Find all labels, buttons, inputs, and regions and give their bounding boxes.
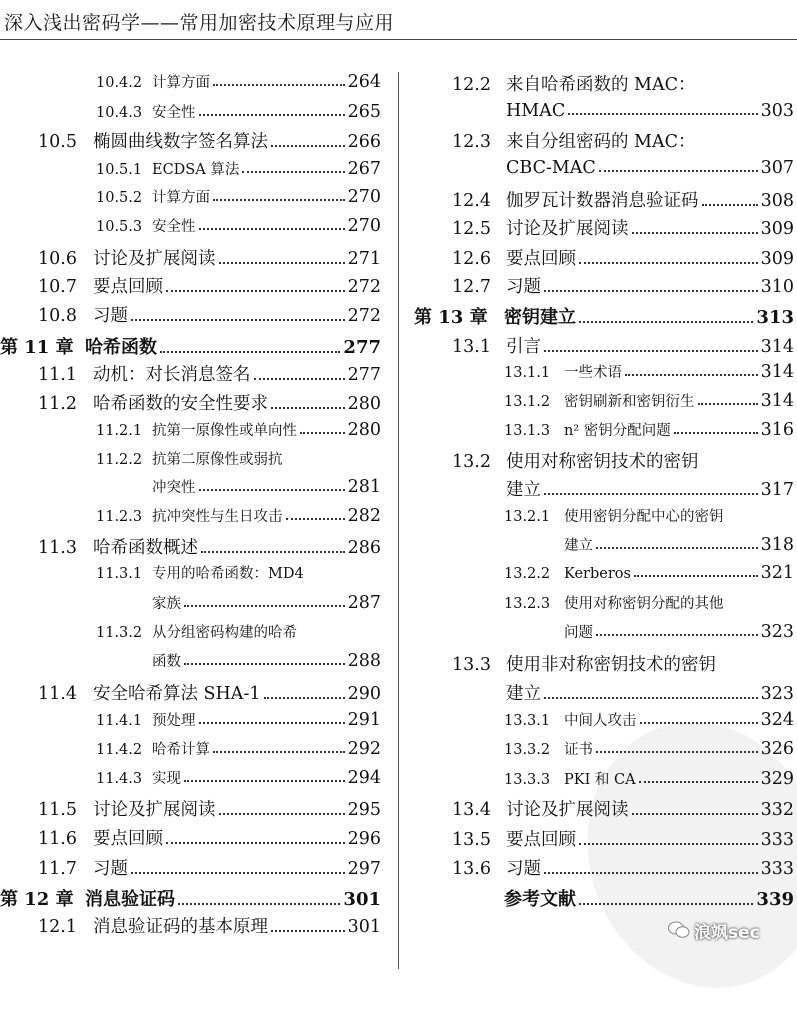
toc-entry (96, 505, 381, 526)
toc-entry (504, 709, 794, 730)
toc-entry-title: 使用对称密钥分配的其他 (564, 596, 724, 612)
toc-entry-page: 270 (347, 216, 381, 236)
toc-entry-number: 10.4.3 (96, 105, 143, 121)
toc-entry (504, 768, 794, 789)
toc-entry (38, 245, 381, 270)
toc-entry (38, 361, 381, 386)
toc-entry (452, 71, 794, 96)
toc-entry-title: 使用对称密钥技术的密钥 (506, 452, 699, 472)
toc-entry-page: 265 (347, 102, 381, 122)
toc-entry-number: 12.7 (452, 277, 491, 297)
toc-entry-number: 13.3.2 (504, 742, 551, 758)
dot-leader (184, 605, 345, 607)
toc-entry-page: 314 (760, 391, 794, 411)
toc-entry (504, 390, 794, 411)
toc-entry-page: 324 (760, 710, 794, 730)
toc-entry-number: 11.4.3 (96, 771, 143, 787)
dot-leader (544, 290, 758, 292)
toc-entry (96, 767, 381, 788)
toc-entry (96, 186, 381, 207)
toc-entry (96, 562, 381, 583)
toc-entry-title: 习题 (93, 859, 128, 879)
toc-entry-page: 314 (760, 337, 794, 357)
toc-entry-page: 309 (760, 219, 794, 239)
toc-entry-title: 动机：对长消息签名 (93, 365, 251, 385)
toc-entry (414, 885, 794, 911)
toc-entry-title: 建立 (506, 480, 541, 500)
dot-leader (674, 432, 758, 434)
toc-entry-number: 第 11 章 (0, 337, 74, 358)
toc-entry-page: 288 (347, 651, 381, 671)
toc-entry-title: 密钥建立 (504, 307, 576, 328)
toc-entry (564, 621, 794, 642)
toc-entry-number: 11.4 (38, 684, 77, 704)
toc-entry-number: 13.2 (452, 452, 491, 472)
toc-entry-number: 13.1.3 (504, 423, 551, 439)
toc-entry (504, 419, 794, 440)
dot-leader (634, 575, 758, 577)
dot-leader (213, 84, 345, 86)
toc-entry-page: 301 (347, 917, 381, 937)
toc-entry-title: 哈希函数 (85, 337, 157, 358)
toc-entry-page: 323 (760, 684, 794, 704)
toc-entry-title: 一些术语 (564, 365, 622, 381)
toc-entry-page: 333 (760, 830, 794, 850)
dot-leader (639, 781, 758, 783)
toc-entry-number: 10.5.1 (96, 162, 143, 178)
dot-leader (199, 489, 345, 491)
toc-entry-title: 安全性 (152, 219, 196, 235)
toc-entry (506, 476, 794, 501)
toc-entry-page: 309 (760, 249, 794, 269)
dot-leader (178, 903, 340, 905)
toc-entry-page: 270 (347, 187, 381, 207)
toc-entry-number: 第 13 章 (414, 307, 488, 328)
toc-entry-page: 264 (347, 72, 381, 92)
dot-leader (271, 407, 345, 409)
toc-entry-page: 267 (347, 159, 381, 179)
dot-leader (199, 722, 345, 724)
dot-leader (579, 903, 753, 905)
toc-entry-page: 310 (760, 277, 794, 297)
toc-entry-title: 建立 (564, 538, 593, 554)
toc-entry-title: 安全性 (152, 105, 196, 121)
toc-entry (452, 855, 794, 880)
toc-entry-page: 329 (760, 769, 794, 789)
toc-entry (452, 215, 794, 240)
toc-entry-title: ECDSA 算法 (152, 162, 240, 178)
toc-entry (452, 826, 794, 851)
toc-entry (96, 621, 381, 642)
toc-entry (504, 738, 794, 759)
toc-entry-page: 280 (347, 420, 381, 440)
toc-entry-number: 11.3.2 (96, 625, 143, 641)
toc-entry-title: 消息验证码 (85, 889, 175, 910)
dot-leader (219, 813, 345, 815)
toc-entry-title: 要点回顾 (93, 829, 163, 849)
toc-entry-page: 277 (347, 365, 381, 385)
toc-entry-title: 预处理 (152, 713, 196, 729)
toc-entry-page: 277 (343, 337, 381, 358)
toc-entry (38, 680, 381, 705)
toc-entry-page: 318 (760, 535, 794, 555)
toc-entry-page: 290 (347, 684, 381, 704)
toc-entry-page: 303 (760, 101, 794, 121)
toc-entry-title: 使用密钥分配中心的密钥 (564, 509, 724, 525)
toc-entry (452, 187, 794, 212)
toc-entry-page: 323 (760, 622, 794, 642)
toc-entry-page: 272 (347, 306, 381, 326)
toc-entry-number: 10.5.3 (96, 219, 143, 235)
toc-entry-number: 第 12 章 (0, 889, 74, 910)
dot-leader (625, 374, 758, 376)
toc-entry-page: 291 (347, 710, 381, 730)
toc-entry (38, 128, 381, 153)
toc-entry-title: 要点回顾 (93, 277, 163, 297)
dot-leader (254, 378, 345, 380)
dot-leader (579, 843, 758, 845)
toc-entry-title: 消息验证码的基本原理 (93, 917, 268, 937)
toc-entry-number: 11.4.2 (96, 742, 143, 758)
toc-entry-title: 来自哈希函数的 MAC： (506, 75, 696, 95)
toc-entry (0, 885, 381, 911)
toc-entry-number: 11.7 (38, 859, 77, 879)
toc-entry-number: 12.1 (38, 917, 77, 937)
dot-leader (544, 872, 758, 874)
toc-entry (564, 534, 794, 555)
toc-entry-title: HMAC (506, 101, 566, 121)
toc-entry (452, 448, 794, 473)
toc-entry-page: 314 (760, 362, 794, 382)
toc-left-column (0, 0, 381, 969)
toc-entry (0, 333, 381, 359)
toc-entry-number: 10.4.2 (96, 75, 143, 91)
toc-entry-title: PKI 和 CA (564, 772, 636, 788)
toc-entry-title: 哈希函数概述 (93, 538, 198, 558)
toc-entry-title: 要点回顾 (506, 830, 576, 850)
dot-leader (544, 493, 758, 495)
toc-entry-title: 冲突性 (152, 480, 196, 496)
toc-entry-title: 习题 (506, 277, 541, 297)
toc-entry-title: 讨论及扩展阅读 (506, 219, 629, 239)
toc-entry-number: 12.2 (452, 75, 491, 95)
toc-entry-number: 13.3.3 (504, 772, 551, 788)
toc-entry-title: 安全哈希算法 SHA-1 (93, 684, 261, 704)
toc-entry-page: 313 (756, 307, 794, 328)
toc-entry-title: 讨论及扩展阅读 (506, 800, 629, 820)
toc-entry (38, 534, 381, 559)
dot-leader (199, 114, 345, 116)
toc-entry-page: 296 (347, 829, 381, 849)
dot-leader (264, 697, 345, 699)
dot-leader (219, 262, 345, 264)
toc-entry-title: 专用的哈希函数：MD4 (152, 566, 304, 582)
toc-entry-number: 10.5.2 (96, 190, 143, 206)
toc-entry (38, 796, 381, 821)
toc-entry (504, 361, 794, 382)
toc-entry-number: 10.8 (38, 306, 77, 326)
toc-entry-number: 11.2 (38, 394, 77, 414)
watermark (668, 910, 793, 950)
dot-leader (632, 232, 758, 234)
toc-entry (452, 245, 794, 270)
toc-entry-title: CBC-MAC (506, 158, 596, 178)
toc-entry-title: 中间人攻击 (564, 713, 637, 729)
toc-entry-number: 13.4 (452, 800, 491, 820)
toc-entry (38, 825, 381, 850)
toc-entry-page: 321 (760, 563, 794, 583)
toc-entry-page: 272 (347, 277, 381, 297)
toc-entry-title: 引言 (506, 337, 541, 357)
toc-entry-number: 12.6 (452, 249, 491, 269)
dot-leader (131, 319, 345, 321)
toc-entry (38, 273, 381, 298)
dot-leader (213, 199, 345, 201)
toc-entry (504, 563, 794, 583)
toc-entry-number: 10.7 (38, 277, 77, 297)
dot-leader (632, 813, 758, 815)
toc-entry-title: 问题 (564, 625, 593, 641)
toc-entry (38, 913, 381, 938)
toc-entry (96, 448, 381, 469)
dot-leader (184, 663, 345, 665)
toc-entry-page: 301 (343, 889, 381, 910)
toc-entry (452, 273, 794, 298)
toc-entry-title: 讨论及扩展阅读 (93, 249, 216, 269)
toc-entry-number: 13.1.1 (504, 365, 551, 381)
toc-entry-page: 287 (347, 593, 381, 613)
toc-entry-title: 要点回顾 (506, 249, 576, 269)
dot-leader (640, 722, 758, 724)
dot-leader (271, 145, 345, 147)
toc-entry (96, 158, 381, 179)
toc-entry (38, 390, 381, 415)
dot-leader (596, 634, 758, 636)
toc-entry-title: 计算方面 (152, 190, 210, 206)
toc-entry-page: 326 (760, 739, 794, 759)
toc-entry (96, 101, 381, 122)
toc-entry-number: 10.6 (38, 249, 77, 269)
toc-entry-page: 307 (760, 158, 794, 178)
toc-entry-number: 13.2.3 (504, 596, 551, 612)
book-title: 深入浅出密码学——常用加密技术原理与应用 (4, 12, 395, 34)
toc-entry-number: 11.2.1 (96, 423, 143, 439)
toc-entry-title: 伽罗瓦计数器消息验证码 (506, 191, 699, 211)
toc-entry-title: n² 密钥分配问题 (564, 423, 671, 439)
toc-entry-number: 12.5 (452, 219, 491, 239)
toc-entry-page: 266 (347, 132, 381, 152)
dot-leader (131, 872, 345, 874)
toc-entry (152, 650, 381, 671)
dot-leader (596, 751, 758, 753)
toc-entry (504, 505, 794, 526)
dot-leader (166, 842, 345, 844)
toc-entry-number: 13.3 (452, 655, 491, 675)
dot-leader (184, 780, 345, 782)
toc-entry (152, 592, 381, 613)
toc-entry-number: 11.2.3 (96, 509, 143, 525)
toc-entry-number: 13.1 (452, 337, 491, 357)
toc-entry-page: 297 (347, 859, 381, 879)
toc-entry-title: 习题 (93, 306, 128, 326)
toc-entry-number: 12.4 (452, 191, 491, 211)
dot-leader (160, 351, 340, 353)
toc-entry (506, 101, 794, 121)
toc-entry-title: 家族 (152, 596, 181, 612)
toc-entry (96, 419, 381, 440)
toc-entry-title: 哈希函数的安全性要求 (93, 394, 268, 414)
toc-entry (96, 709, 381, 730)
toc-entry-page: 271 (347, 249, 381, 269)
dot-leader (579, 262, 758, 264)
toc-entry-title: 习题 (506, 859, 541, 879)
toc-entry-page: 332 (760, 800, 794, 820)
toc-entry-number: 11.1 (38, 365, 77, 385)
dot-leader (201, 551, 345, 553)
toc-entry (452, 333, 794, 358)
toc-entry-title: 实现 (152, 771, 181, 787)
toc-entry (452, 796, 794, 821)
dot-leader (702, 204, 758, 206)
toc-entry-title: 使用非对称密钥技术的密钥 (506, 655, 716, 675)
toc-entry-number: 11.6 (38, 829, 77, 849)
toc-entry-title: 函数 (152, 654, 181, 670)
toc-entry-title: 抗第二原像性或弱抗 (152, 452, 283, 468)
toc-entry-page: 294 (347, 768, 381, 788)
dot-leader (271, 930, 345, 932)
toc-entry (506, 158, 794, 178)
toc-entry-page: 316 (760, 420, 794, 440)
dot-leader (286, 518, 345, 520)
toc-entry-title: 抗冲突性与生日攻击 (152, 509, 283, 525)
toc-entry-number: 11.3 (38, 538, 77, 558)
toc-entry (38, 302, 381, 327)
dot-leader (579, 321, 753, 323)
toc-entry-number: 13.6 (452, 859, 491, 879)
toc-entry (414, 303, 794, 329)
toc-entry (96, 738, 381, 759)
toc-entry-number: 11.5 (38, 800, 77, 820)
toc-entry-number: 11.4.1 (96, 713, 143, 729)
toc-entry-page: 317 (760, 480, 794, 500)
toc-entry-number: 12.3 (452, 132, 491, 152)
toc-entry-page: 333 (760, 859, 794, 879)
dot-leader (596, 547, 758, 549)
toc-entry-title: 建立 (506, 684, 541, 704)
wechat-icon (668, 921, 690, 939)
toc-entry-title: 抗第一原像性或单向性 (152, 423, 297, 439)
toc-entry-page: 280 (347, 394, 381, 414)
toc-entry-page: 286 (347, 538, 381, 558)
toc-entry (452, 128, 794, 153)
toc-entry (452, 651, 794, 676)
dot-leader (599, 170, 758, 172)
toc-entry-page: 282 (347, 506, 381, 526)
toc-entry-page: 308 (760, 191, 794, 211)
dot-leader (199, 228, 345, 230)
toc-entry-title: 计算方面 (152, 75, 210, 91)
toc-entry-page: 339 (756, 889, 794, 910)
dot-leader (568, 113, 757, 115)
watermark-text: 浪飒sec (694, 922, 760, 943)
toc-entry-page: 281 (347, 477, 381, 497)
toc-entry-page: 295 (347, 800, 381, 820)
toc-entry-number: 11.3.1 (96, 566, 143, 582)
toc-entry-title: 讨论及扩展阅读 (93, 800, 216, 820)
toc-entry (152, 476, 381, 497)
toc-entry-title: 证书 (564, 742, 593, 758)
dot-leader (166, 290, 345, 292)
toc-entry-title: Kerberos (564, 566, 631, 582)
toc-entry-title: 哈希计算 (152, 742, 210, 758)
toc-entry-page: 292 (347, 739, 381, 759)
dot-leader (213, 751, 345, 753)
toc-entry-title: 参考文献 (504, 889, 576, 910)
toc-entry-title: 密钥刷新和密钥衍生 (564, 394, 695, 410)
toc-entry-number: 11.2.2 (96, 452, 143, 468)
toc-entry-number: 13.5 (452, 830, 491, 850)
toc-entry-number: 13.2.1 (504, 509, 551, 525)
toc-entry-number: 10.5 (38, 132, 77, 152)
dot-leader (544, 697, 758, 699)
toc-entry-number: 13.1.2 (504, 394, 551, 410)
toc-entry-title: 从分组密码构建的哈希 (152, 625, 297, 641)
dot-leader (544, 350, 758, 352)
toc-entry (96, 71, 381, 92)
dot-leader (698, 403, 758, 405)
toc-entry (504, 592, 794, 613)
toc-entry-title: 来自分组密码的 MAC： (506, 132, 696, 152)
dot-leader (300, 432, 345, 434)
toc-entry-title: 椭圆曲线数字签名算法 (93, 132, 268, 152)
toc-entry-number: 13.2.2 (504, 566, 551, 582)
column-divider (398, 72, 399, 969)
toc-entry (96, 215, 381, 236)
toc-entry-number: 13.3.1 (504, 713, 551, 729)
dot-leader (242, 171, 344, 173)
toc-entry (38, 855, 381, 880)
toc-entry (506, 680, 794, 705)
toc-right-column (412, 0, 792, 969)
